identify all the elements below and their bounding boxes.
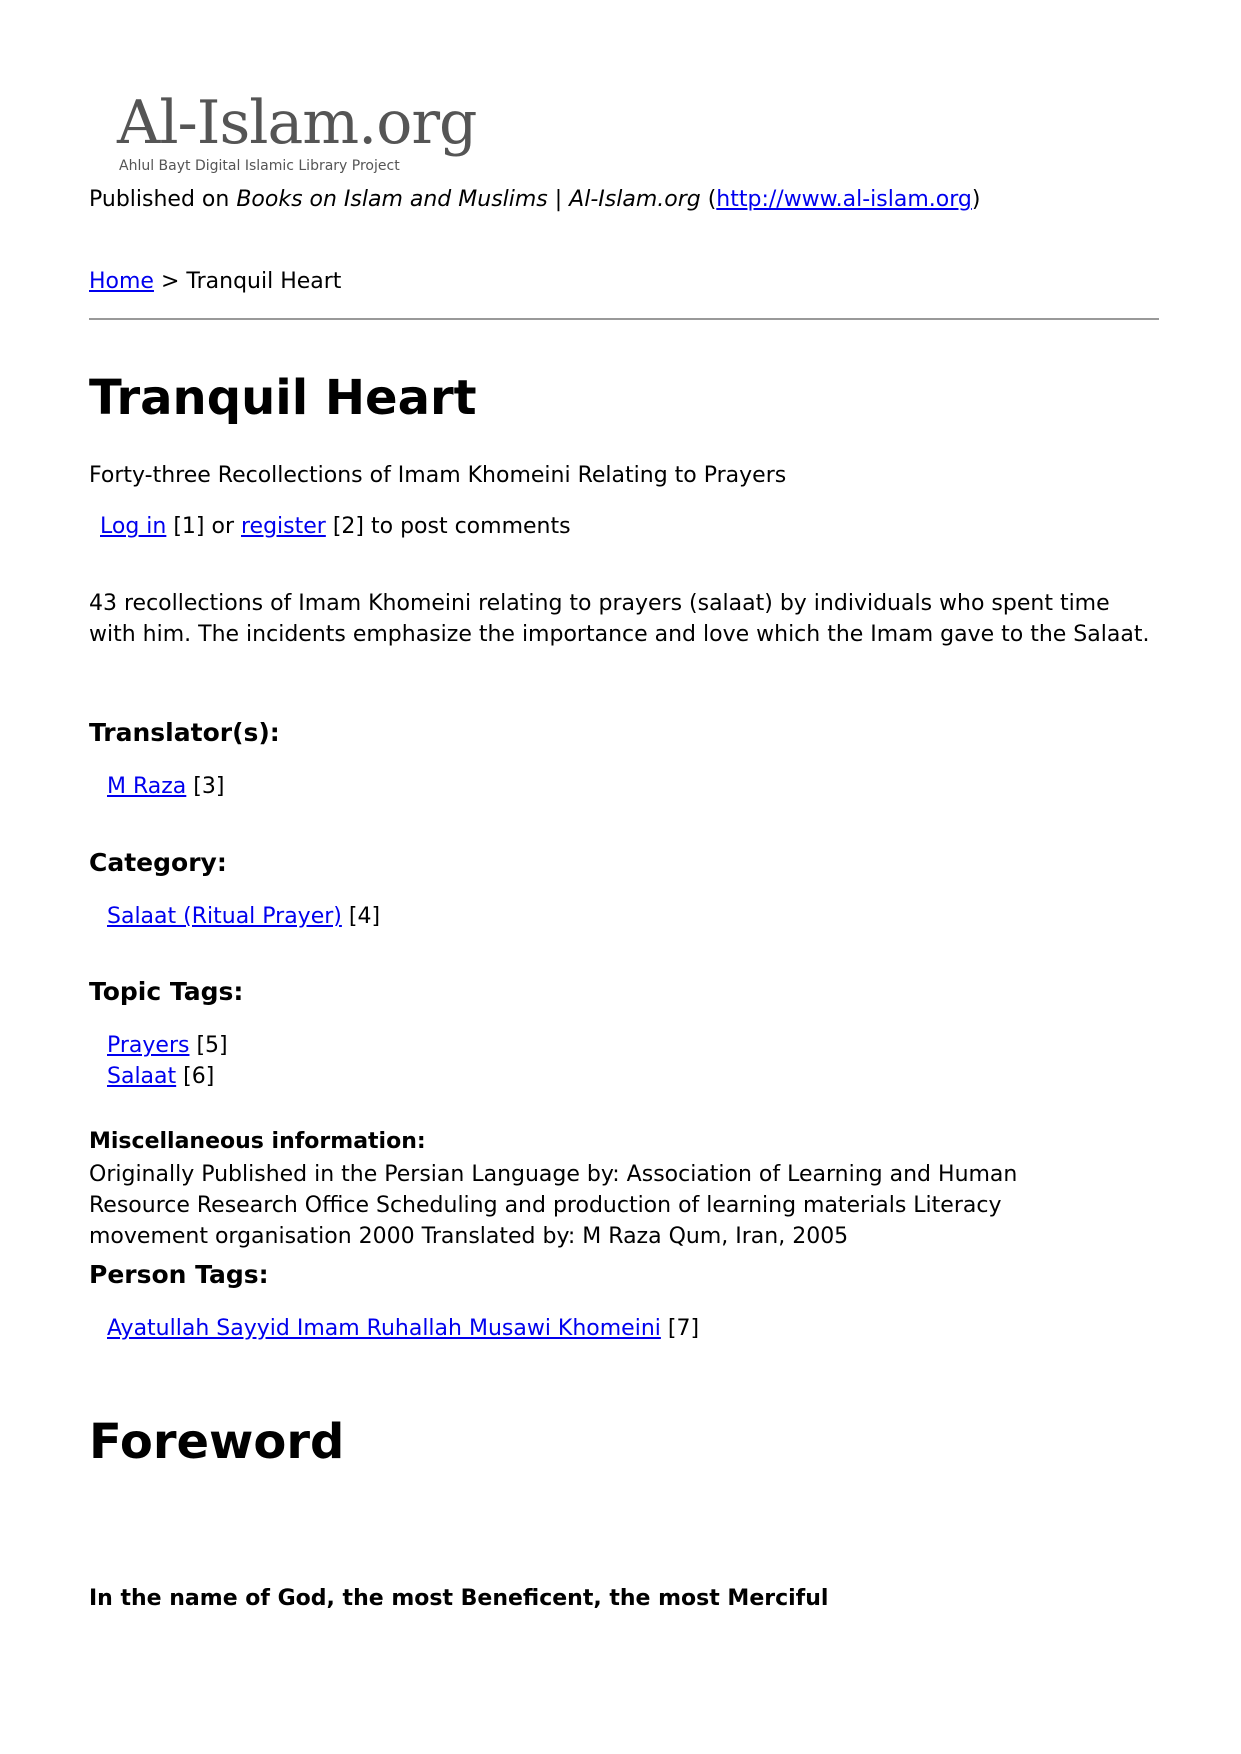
register-link[interactable]: register	[241, 514, 326, 539]
login-link[interactable]: Log in	[100, 514, 167, 539]
category-label: Category:	[89, 848, 227, 877]
register-ref: [2] to post comments	[325, 514, 571, 539]
topic-tag-link-prayers[interactable]: Prayers	[107, 1033, 190, 1058]
topic-tag-ref: [5]	[189, 1033, 228, 1058]
published-open: (	[700, 187, 717, 212]
translator-ref: [3]	[186, 774, 225, 799]
page-subtitle: Forty-three Recollections of Imam Khomeini Relating to Prayers	[89, 463, 787, 488]
logo-tagline: Ahlul Bayt Digital Islamic Library Project	[119, 158, 400, 174]
topic-tag-link-salaat[interactable]: Salaat	[107, 1064, 177, 1089]
person-tag-ref: [7]	[660, 1316, 700, 1341]
published-url-link[interactable]: http://www.al-islam.org	[716, 187, 972, 212]
category-item	[107, 904, 380, 929]
person-tag-link[interactable]: Ayatullah Sayyid Imam Ruhallah Musawi Khomeini	[107, 1316, 661, 1341]
book-description: 43 recollections of Imam Khomeini relating to prayers (salaat) by individuals who spent time with him. The incidents emphasize the importance and love which the Imam gave to the Salaat.	[89, 591, 1150, 647]
published-close: )	[971, 187, 981, 212]
person-tags-label: Person Tags:	[89, 1260, 269, 1289]
breadcrumb-current: Tranquil Heart	[186, 269, 342, 294]
category-ref: [4]	[341, 904, 381, 929]
foreword-heading: Foreword	[89, 1414, 345, 1470]
bismillah-line: In the name of God, the most Beneficent, the most Merciful	[89, 1586, 829, 1611]
topic-tags-label: Topic Tags:	[89, 977, 244, 1006]
published-prefix: Published on	[89, 187, 237, 212]
translators-label: Translator(s):	[89, 718, 280, 747]
site-logo[interactable]	[117, 88, 497, 180]
misc-info-text: Originally Published in the Persian Language by: Association of Learning and Human Resource Research Office Scheduling and production of learning materials Literacy movement organisation 2000 Translated by: M Raza Qum, Iran, 2005	[89, 1162, 1018, 1249]
published-source: Books on Islam and Muslims | Al-Islam.org	[236, 187, 701, 212]
topic-tag-item	[107, 1064, 214, 1089]
translator-item	[107, 774, 224, 799]
category-link[interactable]: Salaat (Ritual Prayer)	[107, 904, 342, 929]
page-title: Tranquil Heart	[89, 370, 477, 426]
comment-prompt	[100, 514, 571, 539]
logo-wordmark: Al-Islam.org	[117, 88, 477, 158]
published-on-line	[89, 187, 980, 212]
misc-info-label: Miscellaneous information:	[89, 1129, 426, 1154]
translator-link[interactable]: M Raza	[107, 774, 187, 799]
breadcrumb-home-link[interactable]: Home	[89, 269, 154, 294]
login-ref: [1] or	[166, 514, 241, 539]
person-tag-item	[107, 1316, 699, 1341]
breadcrumb	[89, 269, 341, 294]
header-divider	[89, 318, 1159, 320]
breadcrumb-separator: >	[153, 269, 187, 294]
topic-tag-item	[107, 1033, 228, 1058]
topic-tag-ref: [6]	[176, 1064, 215, 1089]
